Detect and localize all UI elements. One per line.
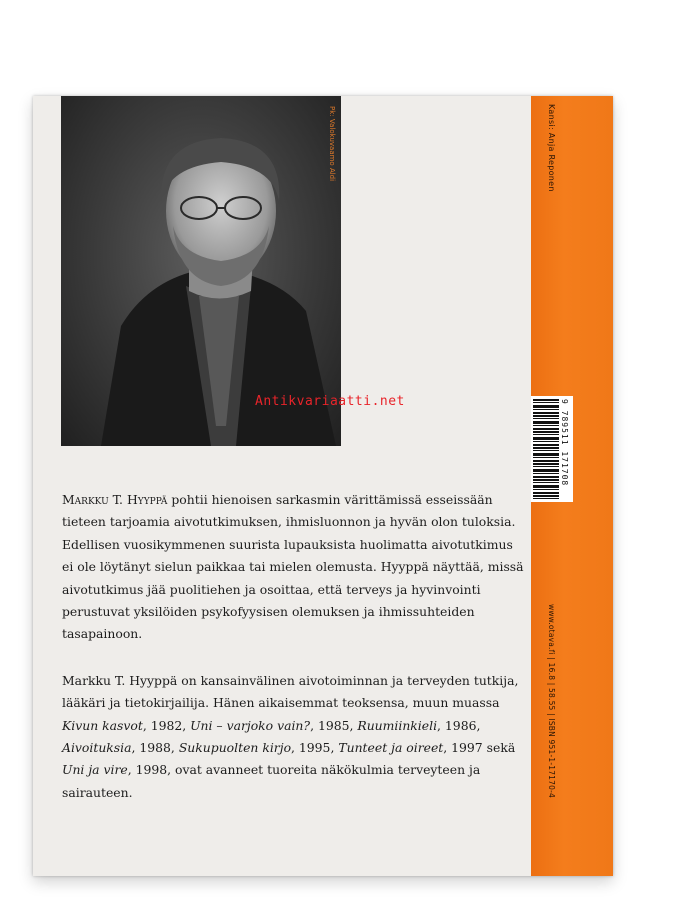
book-year: , 1995, [291,740,339,756]
book-year: , 1982, [142,717,191,733]
barcode-icon [533,399,559,499]
barcode-digits: 9 789511 171708 [560,399,569,487]
book-title: Uni ja vire [62,762,128,778]
book-title: Kivun kasvot [62,717,143,733]
book-title: Ruumiinkieli [357,717,438,733]
author-last-name: Hyyppä [126,492,168,507]
back-cover-blurb [62,489,527,828]
book-back-cover [33,96,613,876]
blurb-paragraph-2 [62,670,527,804]
watermark-text: Antikvariaatti.net [255,394,405,409]
bio-intro: Markku T. Hyyppä on kansainvälinen aivotoiminnan ja terveyden tutkija, lääkäri ja tietokirjailija. Hänen aikaisemmat teoksensa, muun muassa [62,672,519,711]
blurb-paragraph-1 [62,489,527,646]
bio-outro: ovat avanneet tuoreita näkökulmia terveyteen ja sairauteen. [62,762,481,800]
cover-designer-credit: Kansi: Anja Reponen [547,104,556,192]
book-year: , 1985, [310,717,358,733]
photo-credit: Pk: Valokuvaamo Aldi [328,106,336,182]
isbn-barcode [531,396,573,502]
book-title: Sukupuolten kirjo [178,740,292,756]
blurb-paragraph-1-text: pohtii hienoisen sarkasmin värittämissä esseissään tieteen tarjoamia aivotutkimuksen, ihmisluonnon ja hyvän olon tuloksia. Edellisen vuosikymmenen suurista lupauksista huolimatta aivotutkimus ei ole löytänyt sielun paikkaa tai mielen olemusta. Hyyppä näyttää, missä aivotutkimus jää puolitiehen ja osoittaa, että terveys ja hyvinvointi perustuvat yksilöiden psykofyysisen olemuksen ja ihmissuhteiden tasapainoon. [62,492,524,642]
publisher-isbn-line: www.otava.fi | 16.8 | 58.55 | ISBN 951-1-17170-4 [547,604,556,798]
author-first-name: Markku T. [62,492,123,507]
book-title: Aivoituksia [62,740,132,756]
book-year: , 1998, [127,762,176,778]
book-year: , 1997 sekä [443,740,516,756]
book-title: Uni – varjoko vain? [190,717,311,733]
book-year: , 1986, [437,717,481,733]
orange-spine-strip [531,96,613,876]
book-title: Tunteet ja oireet [338,740,444,756]
book-year: , 1988, [131,740,179,756]
